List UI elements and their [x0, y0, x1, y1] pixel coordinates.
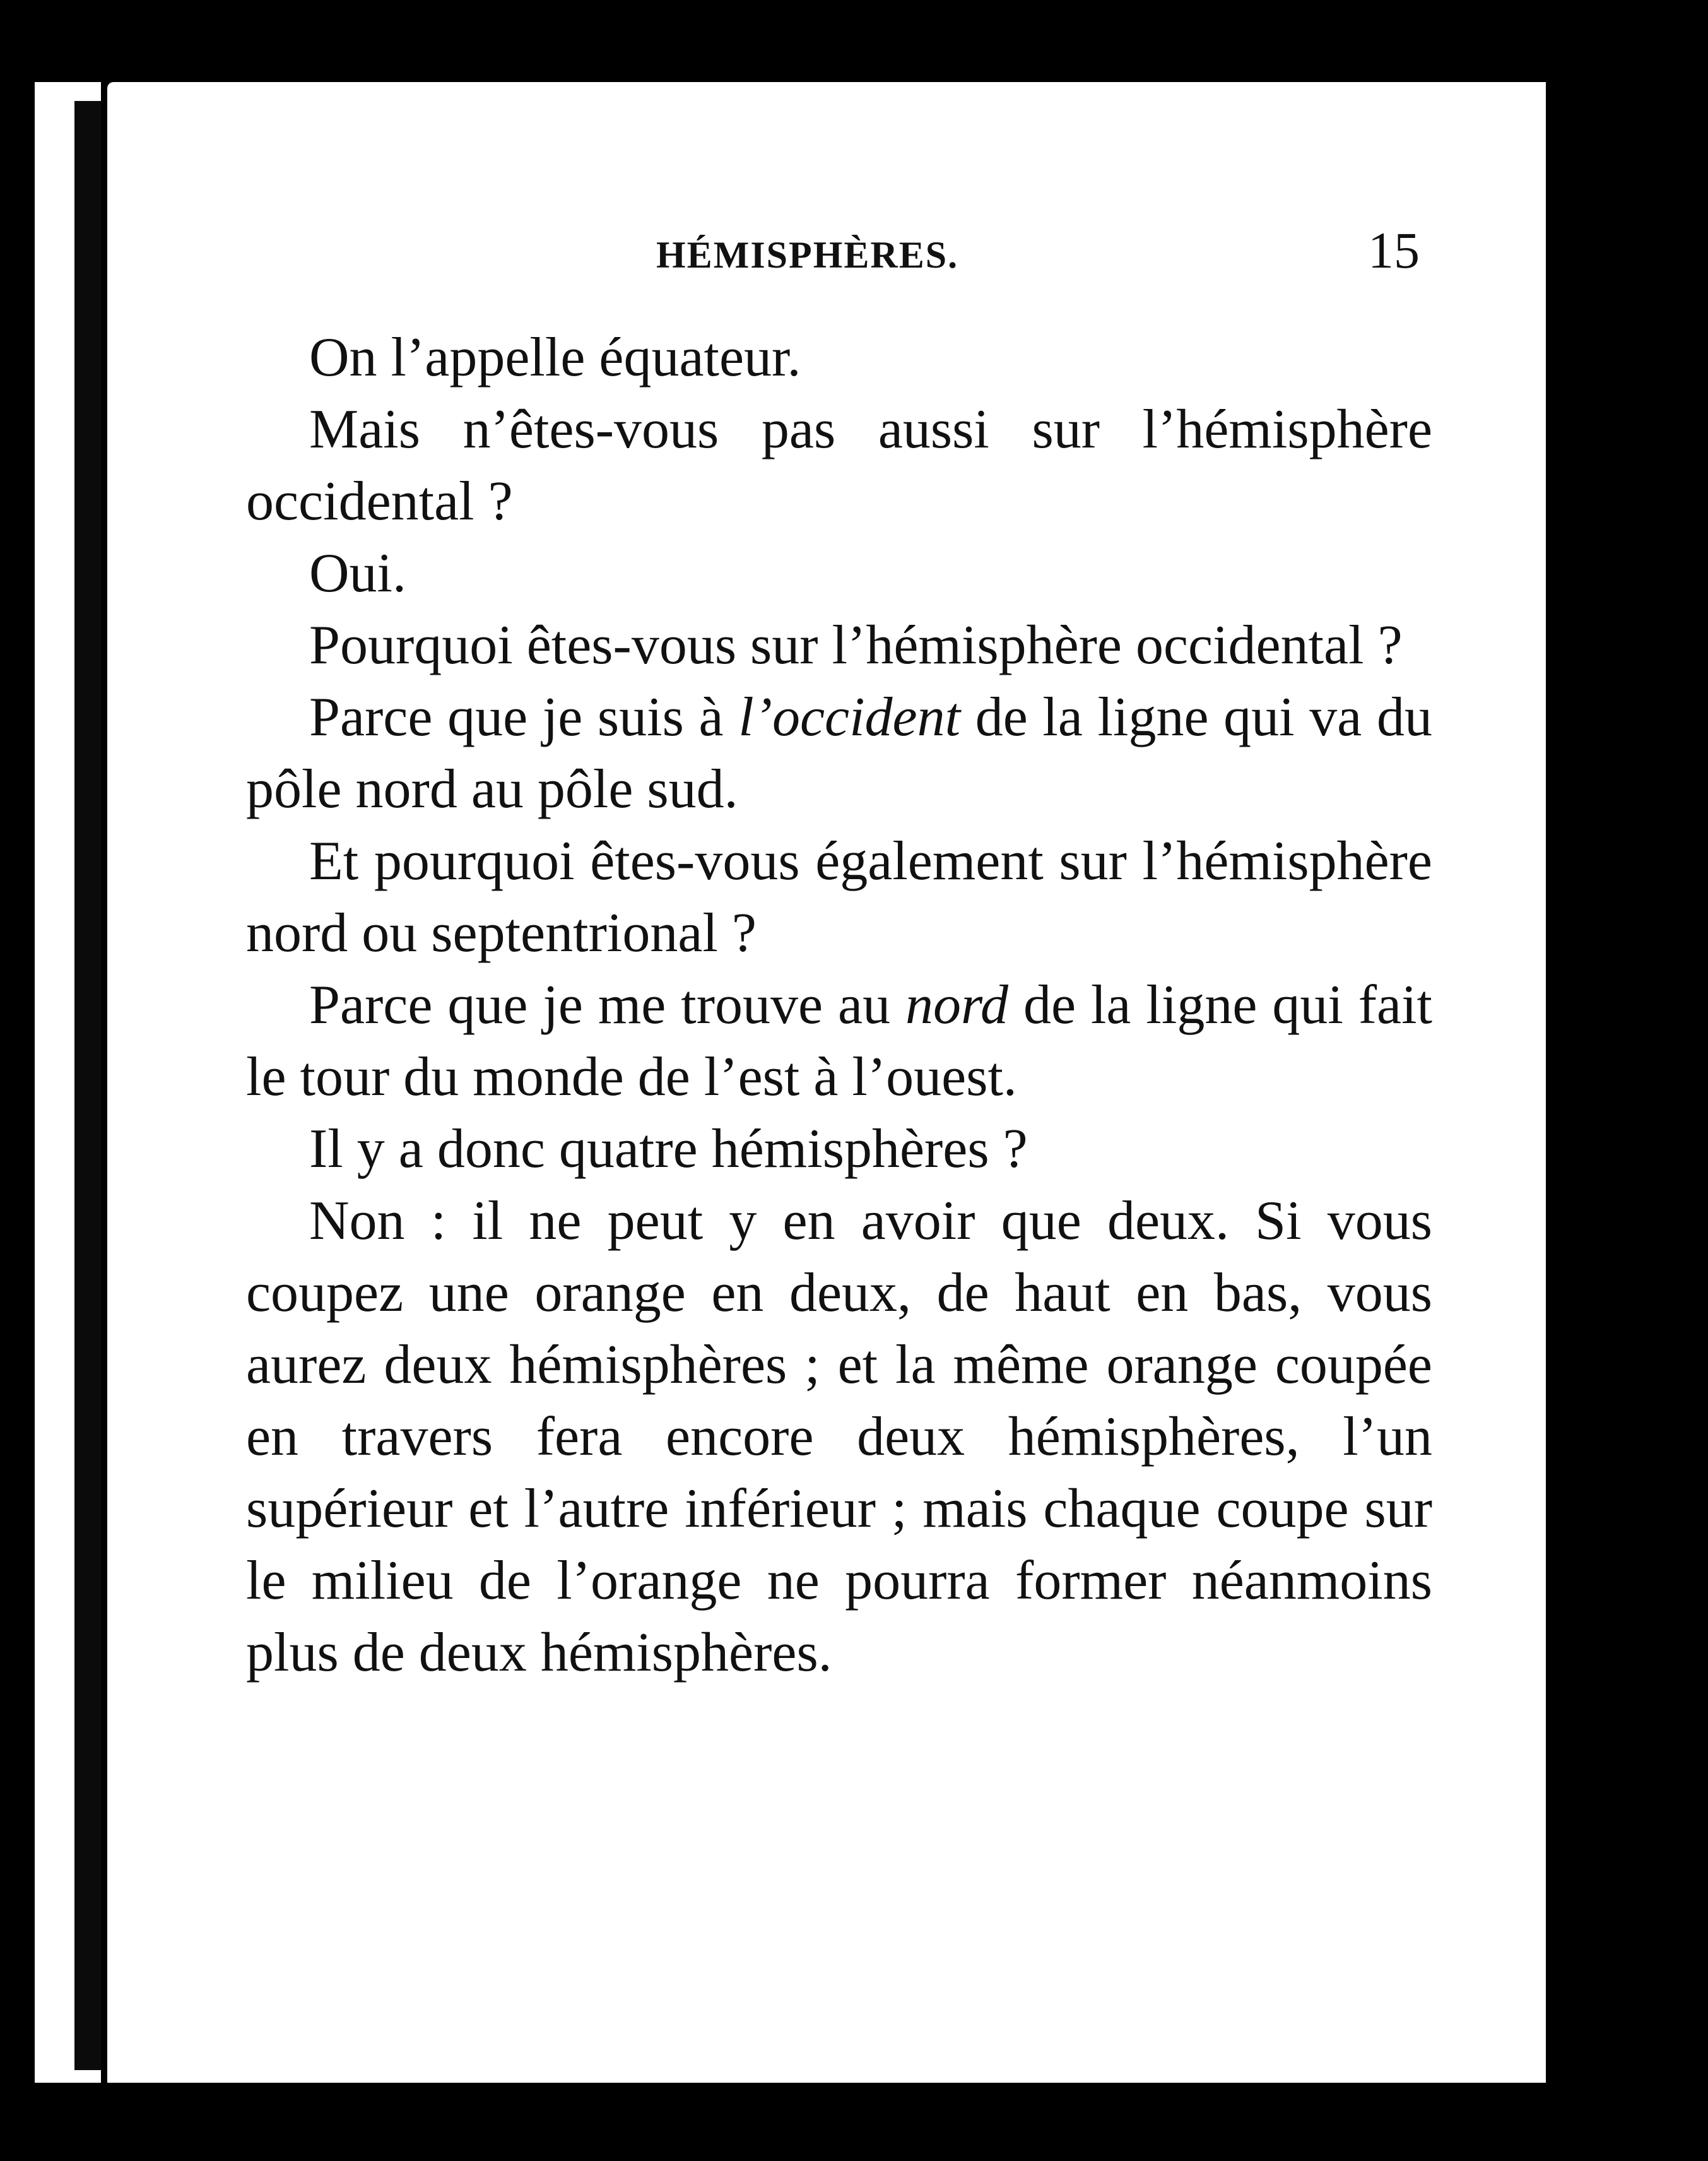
text-run: de la ligne qui fait le tour du monde de l’est à l’ouest.: [246, 974, 1432, 1108]
text-run: Parce que je suis à: [309, 687, 739, 748]
text-run: Parce que je me trouve au: [309, 974, 906, 1036]
paragraph: [246, 394, 1432, 538]
text-run: Oui.: [309, 543, 406, 604]
text-run: Non : il ne peut y en avoir que deux. Si vous coupez une orange en deux, de haut en bas, vous aurez deux hémisphères ; et la même orange coupée en travers fera encore deux hémisphères, l’un supérieur et l’autre inférieur ; mais chaque coupe sur le milieu de l’orange ne pourra former néanmoins plus de deux hémisphères.: [246, 1190, 1432, 1683]
page-number: 15: [1368, 222, 1420, 279]
book-page: [107, 82, 1546, 2083]
paragraph: [246, 826, 1432, 969]
paragraph: [246, 969, 1432, 1113]
text-run: On l’appelle équateur.: [309, 327, 801, 388]
paragraph: [246, 1113, 1432, 1185]
book-spine-edge: [74, 101, 101, 2070]
paragraph: [246, 682, 1432, 826]
paragraph: [246, 538, 1432, 610]
italic-text-run: l’occident: [738, 687, 961, 748]
paragraph: [246, 1185, 1432, 1689]
running-head: [107, 208, 1420, 284]
paragraph: [246, 610, 1432, 682]
text-run: Pourquoi êtes-vous sur l’hémisphère occidental ?: [309, 615, 1403, 676]
paragraph: [246, 322, 1432, 394]
italic-text-run: nord: [905, 974, 1009, 1036]
text-run: Et pourquoi êtes-vous également sur l’hémisphère nord ou septentrional ?: [246, 831, 1432, 964]
running-head-title: HÉMISPHÈRES.: [656, 234, 959, 276]
text-run: Mais n’êtes-vous pas aussi sur l’hémisphère occidental ?: [246, 399, 1432, 532]
text-run: Il y a donc quatre hémisphères ?: [309, 1118, 1028, 1180]
body-text: [246, 322, 1432, 1689]
text-run: de la ligne qui va du pôle nord au pôle sud.: [246, 687, 1432, 820]
